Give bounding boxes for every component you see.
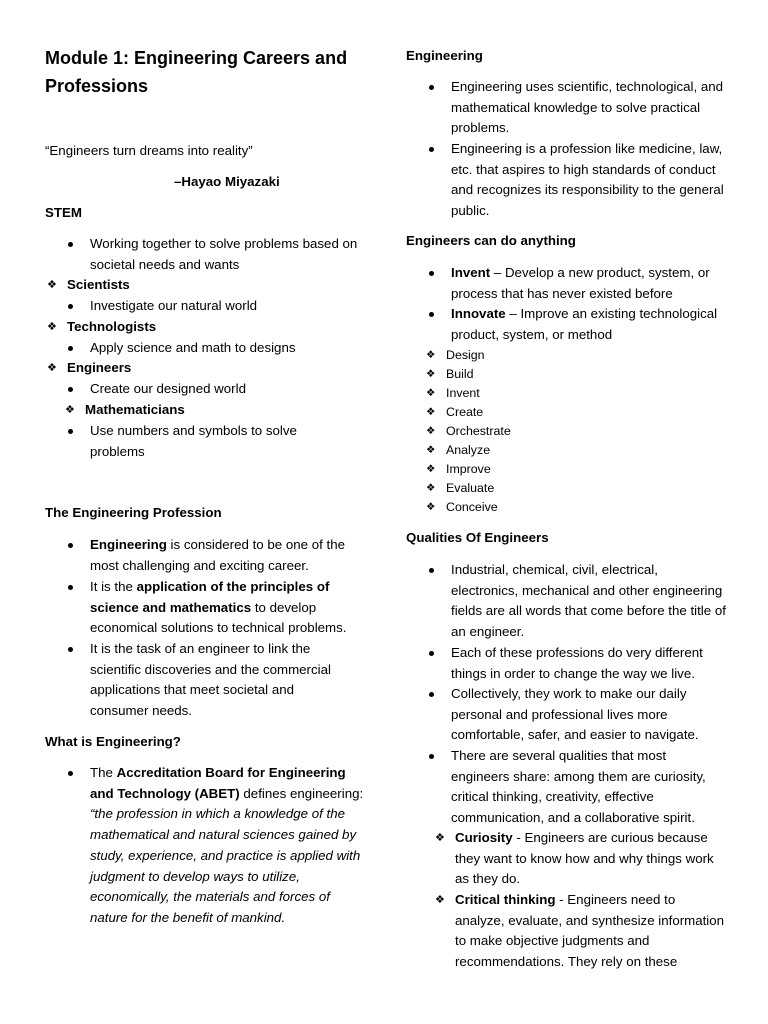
section-heading: Qualities Of Engineers (406, 530, 549, 545)
list-item: Collectively, they work to make our daily personal and professional lives more comfortable, safer, and easier to navigate. (451, 684, 726, 746)
bullet-icon (68, 387, 73, 392)
bullet-icon (68, 771, 73, 776)
diamond-bullet-icon: ❖ (426, 368, 436, 380)
list-item: Invent – Develop a new product, system, or process that has never existed before (451, 263, 726, 304)
list-item: Investigate our natural world (90, 296, 365, 317)
list-item: It is the task of an engineer to link the scientific discoveries and the commercial applications that meet societal and consumer needs. (90, 639, 355, 722)
list-item: ❖ Curiosity - Engineers are curious because they want to know how and why things work as they do. (435, 830, 714, 887)
bullet-icon (68, 429, 73, 434)
bullet-icon (429, 147, 434, 152)
diamond-bullet-icon: ❖ (435, 831, 445, 844)
list-item: ❖ Create (446, 403, 483, 422)
quote-author: –Hayao Miyazaki (174, 174, 280, 189)
section-heading: Engineers can do anything (406, 233, 576, 248)
list-item: Each of these professions do very different things in order to change the way we live. (451, 643, 726, 684)
section-heading: What is Engineering? (45, 734, 181, 749)
bullet-icon (429, 754, 434, 759)
bullet-icon (429, 85, 434, 90)
diamond-bullet-icon: ❖ (47, 361, 57, 374)
bullet-icon (68, 647, 73, 652)
list-item: ❖ Design (446, 346, 485, 365)
diamond-bullet-icon: ❖ (426, 349, 436, 361)
list-item: Working together to solve problems based on societal needs and wants (90, 234, 365, 275)
diamond-bullet-icon: ❖ (426, 482, 436, 494)
list-item: ❖ Mathematicians (85, 400, 185, 421)
diamond-bullet-icon: ❖ (426, 406, 436, 418)
bullet-icon (68, 346, 73, 351)
list-item: ❖ Conceive (446, 498, 498, 517)
bullet-icon (429, 651, 434, 656)
bullet-icon (68, 304, 73, 309)
list-item: ❖ Scientists (67, 275, 130, 296)
bullet-icon (429, 692, 434, 697)
quote: “Engineers turn dreams into reality” (45, 143, 253, 158)
diamond-bullet-icon: ❖ (435, 893, 445, 906)
list-item: ❖ Invent (446, 384, 480, 403)
diamond-bullet-icon: ❖ (426, 463, 436, 475)
bullet-icon (429, 271, 434, 276)
list-item: ❖ Critical thinking - Engineers need to analyze, evaluate, and synthesize information to make objective judgments and recommendations. They rely on these (435, 892, 725, 970)
list-item: Engineering uses scientific, technological, and mathematical knowledge to solve practical problems. (451, 77, 726, 139)
bullet-icon (429, 568, 434, 573)
list-item: Industrial, chemical, civil, electrical, electronics, mechanical and other engineering fields are all words that come before the title of an engineer. (451, 560, 726, 643)
section-heading: Engineering (406, 48, 483, 63)
diamond-bullet-icon: ❖ (65, 403, 75, 416)
bullet-icon (68, 543, 73, 548)
diamond-bullet-icon: ❖ (426, 387, 436, 399)
list-item: There are several qualities that most engineers share: among them are curiosity, critical thinking, creativity, effective communication, and a collaborative spirit. (451, 746, 726, 829)
list-item: Engineering is considered to be one of the most challenging and exciting career. (90, 535, 365, 576)
list-item: ❖ Technologists (67, 317, 156, 338)
list-item: Use numbers and symbols to solve problems (90, 421, 330, 462)
list-item: ❖ Engineers (67, 358, 131, 379)
diamond-bullet-icon: ❖ (426, 425, 436, 437)
diamond-bullet-icon: ❖ (426, 501, 436, 513)
list-item: The Accreditation Board for Engineering and Technology (ABET) defines engineering: “the profession in which a knowledge of the mathematical and natural sciences gained by study, experience, and practice is applied with judgment to develop ways to utilize, economically, the materials and forces of nature for the benefit of mankind. (90, 763, 368, 929)
list-item: It is the application of the principles of science and mathematics to develop economical solutions to technical problems. (90, 577, 370, 639)
bullet-icon (68, 242, 73, 247)
section-heading: The Engineering Profession (45, 505, 222, 520)
bullet-icon (68, 585, 73, 590)
list-item: ❖ Evaluate (446, 479, 494, 498)
list-item: Apply science and math to designs (90, 338, 365, 359)
list-item: ❖ Build (446, 365, 474, 384)
list-item: ❖ Analyze (446, 441, 490, 460)
list-item: Engineering is a profession like medicine, law, etc. that aspires to high standards of conduct and recognizes its responsibility to the general public. (451, 139, 726, 222)
stem-heading: STEM (45, 205, 82, 220)
bullet-icon (429, 312, 434, 317)
diamond-bullet-icon: ❖ (426, 444, 436, 456)
diamond-bullet-icon: ❖ (47, 320, 57, 333)
list-item: ❖ Improve (446, 460, 491, 479)
diamond-bullet-icon: ❖ (47, 278, 57, 291)
list-item: Create our designed world (90, 379, 365, 400)
page-title: Module 1: Engineering Careers and Professions (45, 48, 348, 96)
list-item: ❖ Orchestrate (446, 422, 511, 441)
list-item: Innovate – Improve an existing technological product, system, or method (451, 304, 726, 345)
